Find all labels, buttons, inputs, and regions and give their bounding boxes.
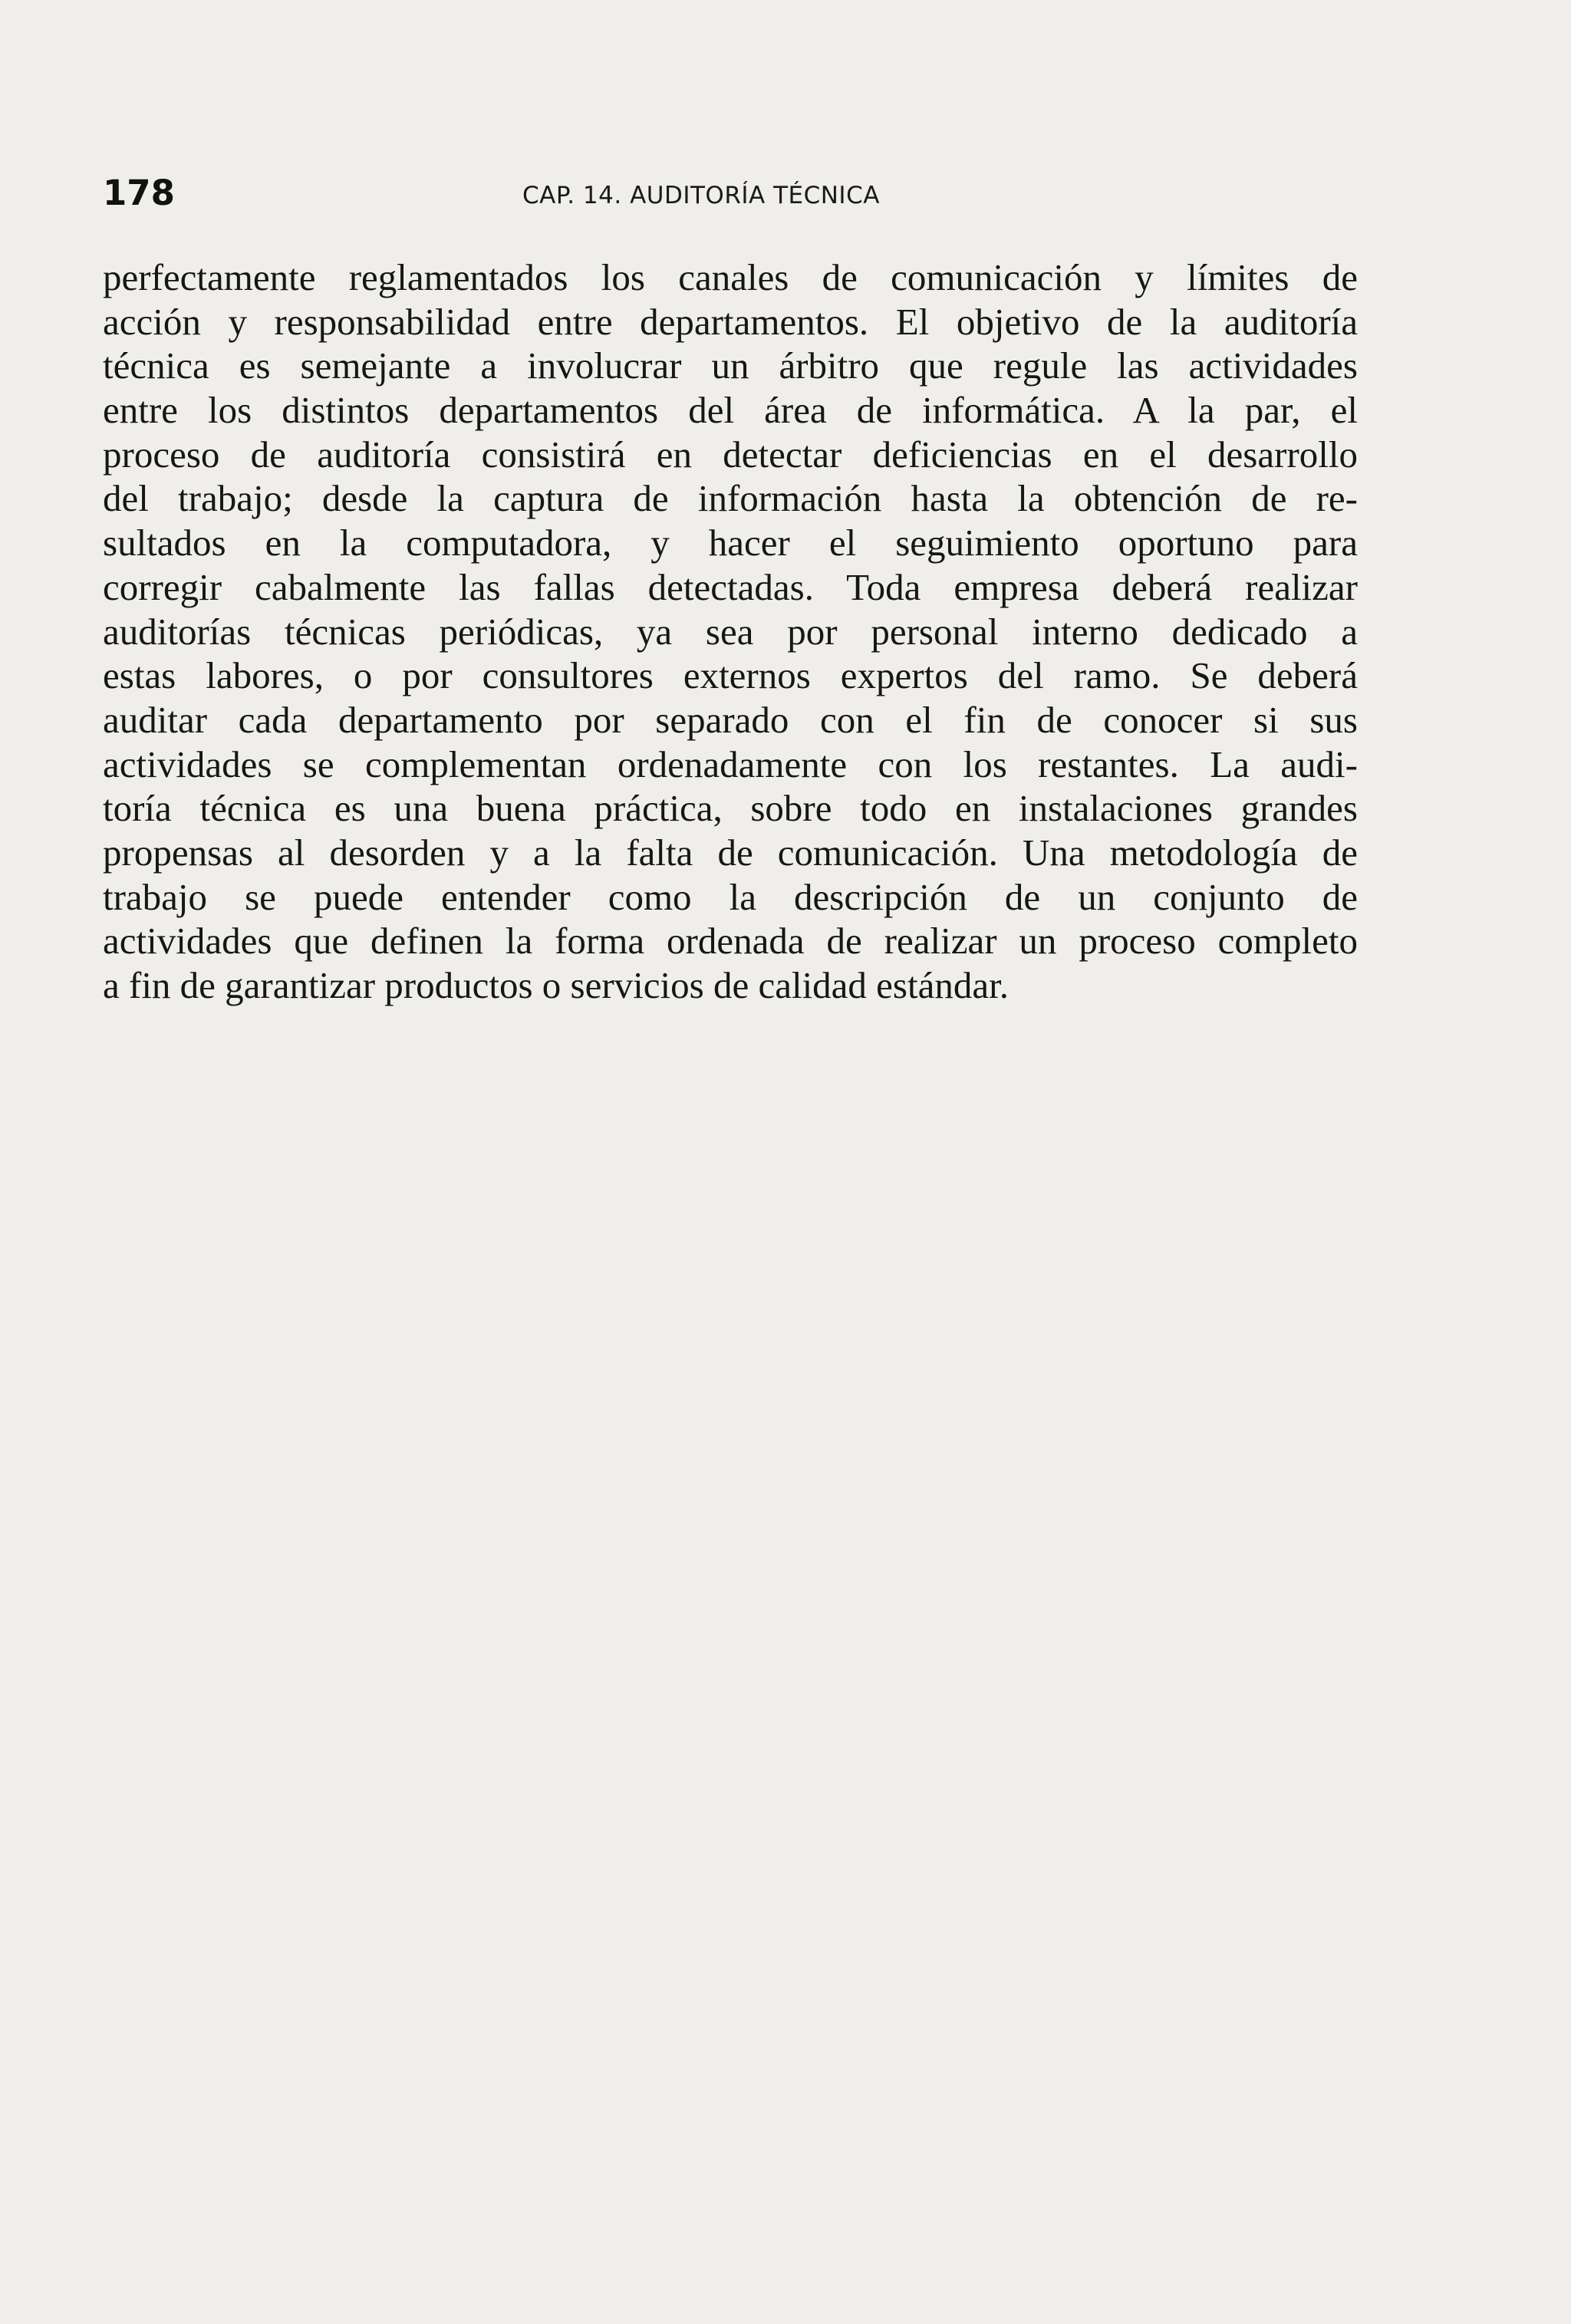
chapter-running-head: CAP. 14. AUDITORÍA TÉCNICA <box>522 182 880 209</box>
text-line: perfectamente reglamentados los canales de comunicación y límites de <box>103 256 1358 298</box>
text-line: a fin de garantizar productos o servicios de calidad estándar. <box>103 964 1009 1006</box>
text-line: toría técnica es una buena práctica, sobre todo en instalaciones grandes <box>103 787 1358 830</box>
page-number: 178 <box>103 173 175 213</box>
text-line: trabajo se puede entender como la descripción de un conjunto de <box>103 875 1358 918</box>
text-line: acción y responsabilidad entre departamentos. El objetivo de la auditoría <box>103 300 1358 343</box>
text-line: del trabajo; desde la captura de información hasta la obtención de re- <box>103 477 1358 520</box>
page-header <box>103 170 1361 216</box>
text-line: propensas al desorden y a la falta de comunicación. Una metodología de <box>103 831 1358 874</box>
text-line: auditorías técnicas periódicas, ya sea por personal interno dedicado a <box>103 610 1358 653</box>
text-line: sultados en la computadora, y hacer el seguimiento oportuno para <box>103 522 1358 565</box>
text-line: actividades que definen la forma ordenada de realizar un proceso completo <box>103 920 1358 963</box>
text-line: estas labores, o por consultores externos expertos del ramo. Se deberá <box>103 654 1358 697</box>
text-line: técnica es semejante a involucrar un árbitro que regule las actividades <box>103 344 1358 387</box>
text-line: proceso de auditoría consistirá en detectar deficiencias en el desarrollo <box>103 433 1358 476</box>
body-paragraph <box>103 255 1358 1008</box>
text-line: entre los distintos departamentos del área de informática. A la par, el <box>103 389 1358 432</box>
text-line: corregir cabalmente las fallas detectadas. Toda empresa deberá realizar <box>103 565 1358 608</box>
text-line: actividades se complementan ordenadamente con los restantes. La audi- <box>103 742 1358 785</box>
text-line: auditar cada departamento por separado con el fin de conocer si sus <box>103 698 1358 741</box>
